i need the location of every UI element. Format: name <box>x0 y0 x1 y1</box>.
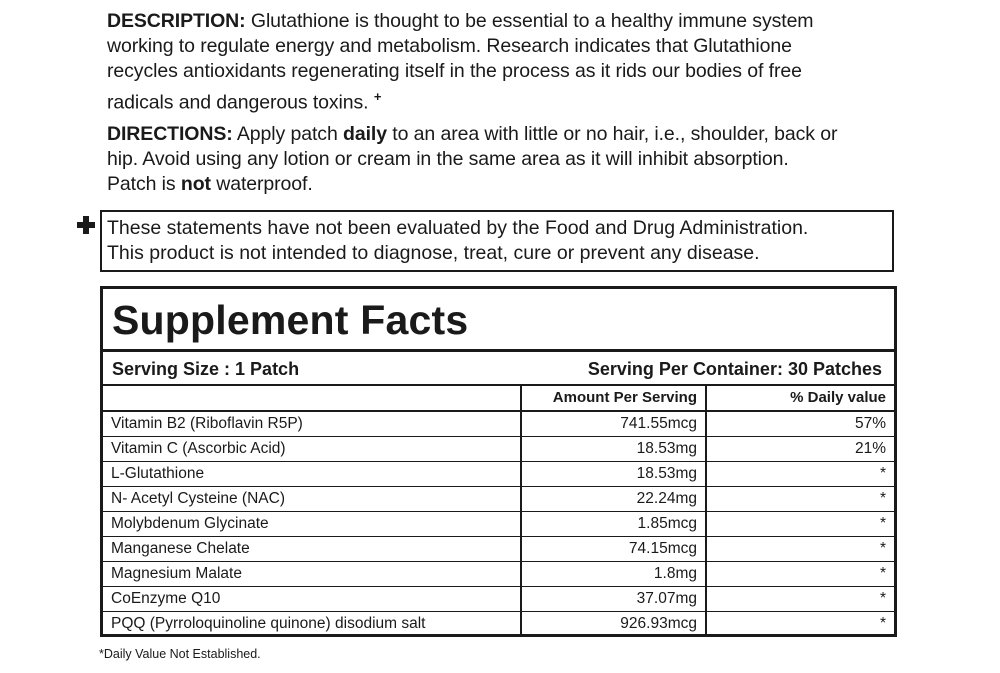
ingredient-amount: 926.93mcg <box>521 612 706 637</box>
directions-text: Patch is <box>107 173 181 195</box>
serving-info-row <box>103 352 894 384</box>
directions-label: DIRECTIONS: <box>107 123 233 145</box>
description-line: working to regulate energy and metabolism. Research indicates that Glutathione <box>107 35 792 57</box>
daily-value-footnote: *Daily Value Not Established. <box>99 647 261 661</box>
description-label: DESCRIPTION: <box>107 10 246 32</box>
directions-emphasis: not <box>180 173 211 195</box>
description-text: Glutathione is thought to be essential to a healthy immune system <box>245 10 814 32</box>
ingredient-name: PQQ (Pyrroloquinoline quinone) disodium salt <box>103 612 521 637</box>
table-row <box>103 411 894 437</box>
fda-disclaimer-box <box>100 210 894 272</box>
table-row <box>103 512 894 537</box>
description-line: recycles antioxidants regenerating itself in the process as it rids our bodies of free <box>107 60 802 82</box>
ingredient-amount: 1.85mcg <box>521 512 706 537</box>
description-line <box>107 84 907 116</box>
disclaimer-line: This product is not intended to diagnose, treat, cure or prevent any disease. <box>107 242 760 264</box>
ingredient-daily-value: * <box>706 462 894 487</box>
plus-cross-icon <box>77 216 95 234</box>
description-text: radicals and dangerous toxins. <box>107 91 369 114</box>
directions-text: waterproof. <box>210 173 313 195</box>
table-header-row <box>103 386 894 411</box>
column-header-name <box>103 386 521 411</box>
ingredient-name: L-Glutathione <box>103 462 521 487</box>
supplement-facts-panel <box>100 286 897 637</box>
disclaimer-line: These statements have not been evaluated by the Food and Drug Administration. <box>107 217 809 239</box>
ingredient-name: Manganese Chelate <box>103 537 521 562</box>
ingredient-amount: 1.8mg <box>521 562 706 587</box>
ingredient-amount: 74.15mcg <box>521 537 706 562</box>
supplement-facts-table <box>103 386 894 637</box>
directions-text: Apply patch <box>232 123 344 145</box>
column-header-amount: Amount Per Serving <box>521 386 706 411</box>
ingredient-name: Vitamin B2 (Riboflavin R5P) <box>103 411 521 437</box>
table-row <box>103 437 894 462</box>
ingredient-amount: 22.24mg <box>521 487 706 512</box>
directions-line <box>107 172 907 197</box>
ingredient-amount: 18.53mg <box>521 437 706 462</box>
servings-per-container: Serving Per Container: 30 Patches <box>587 359 882 379</box>
supplement-facts-title: Supplement Facts <box>112 297 469 343</box>
table-row <box>103 462 894 487</box>
table-row <box>103 587 894 612</box>
directions-text: to an area with little or no hair, i.e., shoulder, back or <box>386 123 838 145</box>
dagger-marker: + <box>373 89 382 104</box>
directions-line <box>107 122 907 147</box>
ingredient-daily-value: * <box>706 537 894 562</box>
ingredient-daily-value: * <box>879 615 886 633</box>
ingredient-daily-value: * <box>706 562 894 587</box>
serving-size: Serving Size : 1 Patch <box>112 359 300 379</box>
ingredient-amount: 18.53mg <box>521 462 706 487</box>
table-row <box>103 487 894 512</box>
table-row <box>103 612 894 637</box>
description-line <box>107 9 907 34</box>
ingredient-name: Magnesium Malate <box>103 562 521 587</box>
table-row <box>103 562 894 587</box>
ingredient-daily-value: * <box>706 512 894 537</box>
column-header-daily-value: % Daily value <box>706 386 894 411</box>
ingredient-daily-value: 21% <box>706 437 894 462</box>
description-paragraph <box>107 9 907 116</box>
ingredient-name: CoEnzyme Q10 <box>103 587 521 612</box>
ingredient-daily-value: * <box>706 487 894 512</box>
directions-line: hip. Avoid using any lotion or cream in the same area as it will inhibit absorption. <box>107 148 789 170</box>
ingredient-amount: 37.07mg <box>521 587 706 612</box>
directions-paragraph <box>107 122 907 197</box>
ingredient-amount: 741.55mcg <box>521 411 706 437</box>
table-row <box>103 537 894 562</box>
ingredient-daily-value: * <box>706 587 894 612</box>
directions-emphasis: daily <box>343 123 387 145</box>
ingredient-name: Vitamin C (Ascorbic Acid) <box>103 437 521 462</box>
ingredient-daily-value: 57% <box>706 411 894 437</box>
ingredient-name: N- Acetyl Cysteine (NAC) <box>103 487 521 512</box>
ingredient-name: Molybdenum Glycinate <box>103 512 521 537</box>
